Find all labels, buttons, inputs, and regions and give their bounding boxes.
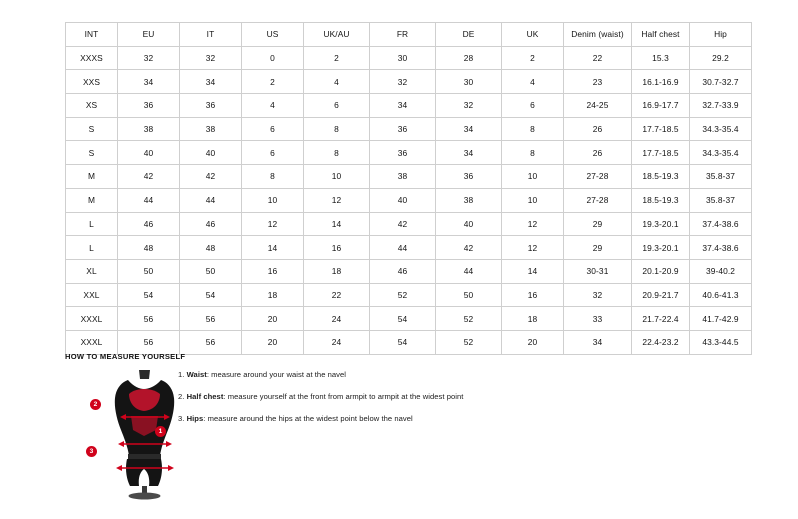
- cell: M: [66, 165, 118, 189]
- cell: 37.4-38.6: [690, 236, 752, 260]
- cell: 54: [118, 283, 180, 307]
- cell: 36: [370, 141, 436, 165]
- cell: XXXS: [66, 46, 118, 70]
- cell: 56: [118, 330, 180, 354]
- cell: 34.3-35.4: [690, 117, 752, 141]
- cell: 44: [180, 188, 242, 212]
- instruction-text: : measure yourself at the front from armpit to armpit at the widest point: [223, 392, 464, 401]
- cell: XL: [66, 259, 118, 283]
- instruction-term: Half chest: [186, 392, 224, 401]
- cell: 56: [118, 307, 180, 331]
- cell: XS: [66, 94, 118, 118]
- cell: 33: [564, 307, 632, 331]
- cell: 29: [564, 212, 632, 236]
- cell: 20: [242, 307, 304, 331]
- cell: 4: [502, 70, 564, 94]
- table-row: [66, 259, 752, 283]
- table-row: [66, 46, 752, 70]
- cell: 20.1-20.9: [632, 259, 690, 283]
- cell: 16: [502, 283, 564, 307]
- cell: 0: [242, 46, 304, 70]
- column-header: DE: [436, 23, 502, 47]
- instruction-item-half-chest: [178, 391, 598, 402]
- cell: 36: [436, 165, 502, 189]
- cell: 52: [370, 283, 436, 307]
- cell: 32: [370, 70, 436, 94]
- instruction-number: 3.: [178, 414, 185, 423]
- cell: 42: [370, 212, 436, 236]
- cell: 18.5-19.3: [632, 188, 690, 212]
- cell: 34: [436, 117, 502, 141]
- cell: 48: [180, 236, 242, 260]
- cell: 50: [180, 259, 242, 283]
- cell: 32: [436, 94, 502, 118]
- cell: 44: [118, 188, 180, 212]
- cell: 34.3-35.4: [690, 141, 752, 165]
- cell: 52: [436, 330, 502, 354]
- cell: 12: [502, 212, 564, 236]
- cell: 56: [180, 330, 242, 354]
- cell: 17.7-18.5: [632, 117, 690, 141]
- cell: 32.7-33.9: [690, 94, 752, 118]
- instruction-item-waist: [178, 369, 598, 380]
- table-header-row: [66, 23, 752, 47]
- instruction-text: : measure around your waist at the navel: [206, 370, 347, 379]
- callout-marker-3: 3: [86, 446, 97, 457]
- cell: 8: [242, 165, 304, 189]
- cell: 37.4-38.6: [690, 212, 752, 236]
- measurement-instructions: [178, 369, 598, 435]
- cell: 23: [564, 70, 632, 94]
- cell: 44: [436, 259, 502, 283]
- cell: 54: [370, 307, 436, 331]
- table-row: [66, 141, 752, 165]
- table-row: [66, 165, 752, 189]
- cell: 44: [370, 236, 436, 260]
- cell: 29.2: [690, 46, 752, 70]
- cell: 40: [118, 141, 180, 165]
- cell: 54: [180, 283, 242, 307]
- cell: 34: [564, 330, 632, 354]
- cell: 12: [304, 188, 370, 212]
- cell: 32: [564, 283, 632, 307]
- cell: 48: [118, 236, 180, 260]
- cell: 36: [118, 94, 180, 118]
- cell: 18: [242, 283, 304, 307]
- cell: 17.7-18.5: [632, 141, 690, 165]
- cell: 42: [180, 165, 242, 189]
- cell: 22: [304, 283, 370, 307]
- cell: 42: [118, 165, 180, 189]
- cell: 20: [242, 330, 304, 354]
- cell: 4: [304, 70, 370, 94]
- cell: 34: [180, 70, 242, 94]
- cell: 12: [502, 236, 564, 260]
- cell: 46: [180, 212, 242, 236]
- cell: 50: [118, 259, 180, 283]
- cell: M: [66, 188, 118, 212]
- size-chart-table: [65, 22, 752, 355]
- cell: 38: [118, 117, 180, 141]
- column-header: IT: [180, 23, 242, 47]
- table-row: [66, 236, 752, 260]
- cell: 27-28: [564, 188, 632, 212]
- cell: 32: [118, 46, 180, 70]
- cell: 8: [502, 117, 564, 141]
- cell: 18: [304, 259, 370, 283]
- cell: 40.6-41.3: [690, 283, 752, 307]
- cell: 30: [370, 46, 436, 70]
- cell: 2: [242, 70, 304, 94]
- table-row: [66, 70, 752, 94]
- table-row: [66, 307, 752, 331]
- cell: L: [66, 212, 118, 236]
- cell: 24: [304, 330, 370, 354]
- cell: 10: [502, 188, 564, 212]
- size-chart-table-container: [65, 22, 739, 355]
- cell: 34: [436, 141, 502, 165]
- how-to-measure-title: HOW TO MEASURE YOURSELF: [65, 352, 186, 361]
- cell: S: [66, 141, 118, 165]
- cell: 6: [242, 117, 304, 141]
- cell: 24: [304, 307, 370, 331]
- cell: 30.7-32.7: [690, 70, 752, 94]
- cell: 10: [242, 188, 304, 212]
- cell: 18: [502, 307, 564, 331]
- cell: 40: [370, 188, 436, 212]
- cell: 46: [370, 259, 436, 283]
- cell: 34: [118, 70, 180, 94]
- callout-marker-2: 2: [90, 399, 101, 410]
- callout-marker-1: 1: [155, 426, 166, 437]
- cell: 16: [304, 236, 370, 260]
- instruction-text: : measure around the hips at the widest point below the navel: [203, 414, 413, 423]
- cell: 21.7-22.4: [632, 307, 690, 331]
- cell: 36: [370, 117, 436, 141]
- cell: 19.3-20.1: [632, 236, 690, 260]
- cell: 10: [304, 165, 370, 189]
- cell: 30-31: [564, 259, 632, 283]
- cell: 8: [304, 117, 370, 141]
- cell: 19.3-20.1: [632, 212, 690, 236]
- column-header: EU: [118, 23, 180, 47]
- instruction-term: Waist: [186, 370, 207, 379]
- cell: 26: [564, 141, 632, 165]
- column-header: US: [242, 23, 304, 47]
- cell: 38: [436, 188, 502, 212]
- column-header: Half chest: [632, 23, 690, 47]
- cell: 8: [304, 141, 370, 165]
- cell: 22: [564, 46, 632, 70]
- cell: 56: [180, 307, 242, 331]
- cell: 40: [436, 212, 502, 236]
- instruction-term: Hips: [186, 414, 204, 423]
- cell: 42: [436, 236, 502, 260]
- table-row: [66, 94, 752, 118]
- cell: 40: [180, 141, 242, 165]
- cell: 28: [436, 46, 502, 70]
- cell: 24-25: [564, 94, 632, 118]
- cell: 10: [502, 165, 564, 189]
- cell: 38: [180, 117, 242, 141]
- table-row: [66, 283, 752, 307]
- cell: 26: [564, 117, 632, 141]
- instruction-number: 2.: [178, 392, 185, 401]
- cell: 35.8-37: [690, 165, 752, 189]
- cell: 16.9-17.7: [632, 94, 690, 118]
- instruction-item-hips: [178, 413, 598, 424]
- cell: 39-40.2: [690, 259, 752, 283]
- cell: 30: [436, 70, 502, 94]
- cell: 2: [304, 46, 370, 70]
- cell: 4: [242, 94, 304, 118]
- cell: 6: [304, 94, 370, 118]
- cell: 41.7-42.9: [690, 307, 752, 331]
- cell: 35.8-37: [690, 188, 752, 212]
- cell: 16: [242, 259, 304, 283]
- column-header: FR: [370, 23, 436, 47]
- cell: 2: [502, 46, 564, 70]
- table-row: [66, 212, 752, 236]
- table-row: [66, 330, 752, 354]
- cell: 8: [502, 141, 564, 165]
- cell: 20.9-21.7: [632, 283, 690, 307]
- cell: 54: [370, 330, 436, 354]
- column-header: UK: [502, 23, 564, 47]
- cell: 27-28: [564, 165, 632, 189]
- cell: 18.5-19.3: [632, 165, 690, 189]
- cell: S: [66, 117, 118, 141]
- cell: 15.3: [632, 46, 690, 70]
- cell: 20: [502, 330, 564, 354]
- cell: 50: [436, 283, 502, 307]
- cell: 16.1-16.9: [632, 70, 690, 94]
- instruction-number: 1.: [178, 370, 185, 379]
- table-row: [66, 117, 752, 141]
- cell: L: [66, 236, 118, 260]
- cell: 43.3-44.5: [690, 330, 752, 354]
- cell: 46: [118, 212, 180, 236]
- cell: 14: [304, 212, 370, 236]
- cell: 6: [502, 94, 564, 118]
- cell: 52: [436, 307, 502, 331]
- cell: 34: [370, 94, 436, 118]
- cell: 14: [502, 259, 564, 283]
- cell: XXS: [66, 70, 118, 94]
- cell: 14: [242, 236, 304, 260]
- cell: 36: [180, 94, 242, 118]
- cell: 38: [370, 165, 436, 189]
- table-row: [66, 188, 752, 212]
- cell: XXXL: [66, 307, 118, 331]
- column-header: INT: [66, 23, 118, 47]
- cell: XXL: [66, 283, 118, 307]
- column-header: Hip: [690, 23, 752, 47]
- cell: 29: [564, 236, 632, 260]
- cell: 22.4-23.2: [632, 330, 690, 354]
- column-header: Denim (waist): [564, 23, 632, 47]
- cell: 12: [242, 212, 304, 236]
- cell: XXXL: [66, 330, 118, 354]
- cell: 6: [242, 141, 304, 165]
- cell: 32: [180, 46, 242, 70]
- column-header: UK/AU: [304, 23, 370, 47]
